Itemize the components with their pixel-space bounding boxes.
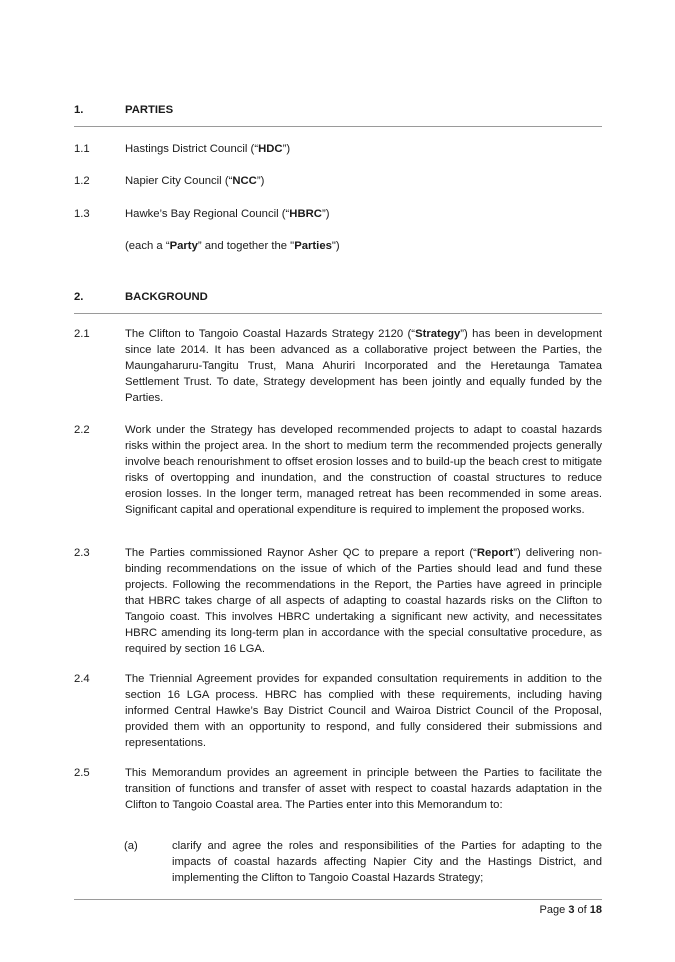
section-number: 2. [74,291,84,303]
clause-text: This Memorandum provides an agreement in principle between the Parties to facilitate the transition of functions and transfer of asset with respect to coastal hazards adaptation in the Clifton to Tangoio Coastal area. The Parties enter into this Memorandum to: [125,767,602,811]
clause-number: 2.5 [74,767,90,779]
heading-divider [74,313,602,314]
clause-text: The Clifton to Tangoio Coastal Hazards Strategy 2120 (“Strategy”) has been in development since late 2014. It has been advanced as a collaborative project between the Parties, the Maungaharuru-Tangitu Trust, Mana Ahuriri Incorporated and the Heretaunga Tamatea Settlement Trust. To date, Strategy development has been jointly and equally funded by the Parties. [125,328,602,404]
clause-text: Napier City Council (“NCC”) [125,175,265,187]
section-title: BACKGROUND [125,291,208,303]
clause-text: Hawke’s Bay Regional Council (“HBRC”) [125,208,330,220]
section-number: 1. [74,104,84,116]
clause-number: 2.4 [74,673,90,685]
page-number: Page 3 of 18 [539,904,602,916]
clause-text: Hastings District Council (“HDC”) [125,143,291,155]
section-title: PARTIES [125,104,174,116]
heading-divider [74,126,602,127]
clause-text: Work under the Strategy has developed recommended projects to adapt to coastal hazards risks within the project area. In the short to medium term the recommended projects generally involve beach renourishment to offset erosion losses and to build-up the beach crest to mitigate risks of overtopping and inundation, and the construction of coastal structures to reduce erosion losses. In the longer term, managed retreat has been recommended in some areas. Significant capital and operational expenditure is required to implement the proposed works. [125,424,602,516]
clause-number: 2.2 [74,424,90,436]
clause-number: 1.3 [74,208,90,220]
clause-number: 1.2 [74,175,90,187]
subclause-text: clarify and agree the roles and responsibilities of the Parties for adapting to the impacts of coastal hazards affecting Napier City and the Hastings District, and implementing the Clifton to Tangoio Coastal Hazards Strategy; [172,840,602,884]
footer-divider [74,899,602,900]
subclause-number: (a) [124,840,138,852]
clause-number: 1.1 [74,143,90,155]
clause-number: 2.3 [74,547,90,559]
clause-number: 2.1 [74,328,90,340]
clause-text: The Parties commissioned Raynor Asher QC to prepare a report (“Report”) delivering non-binding recommendations on the issue of which of the Parties should lead and fund these projects. Following the recommendations in the Report, the Parties have agreed in principle that HBRC takes charge of all aspects of adapting to coastal hazards risks on the Clifton to Tangoio coast. This involves HBRC undertaking a significant new activity, and necessitates HBRC amending its long-term plan in accordance with the special consultative procedure, as required by section 16 LGA. [125,547,603,655]
note-text: (each a “Party” and together the "Parties") [125,240,340,252]
clause-text: The Triennial Agreement provides for expanded consultation requirements in addition to the section 16 LGA process. HBRC has complied with these requirements, including having informed Central Hawke’s Bay District Council and Wairoa District Council of the Proposal, provided them with an opportunity to respond, and fully considered their submissions and representations. [125,673,602,749]
